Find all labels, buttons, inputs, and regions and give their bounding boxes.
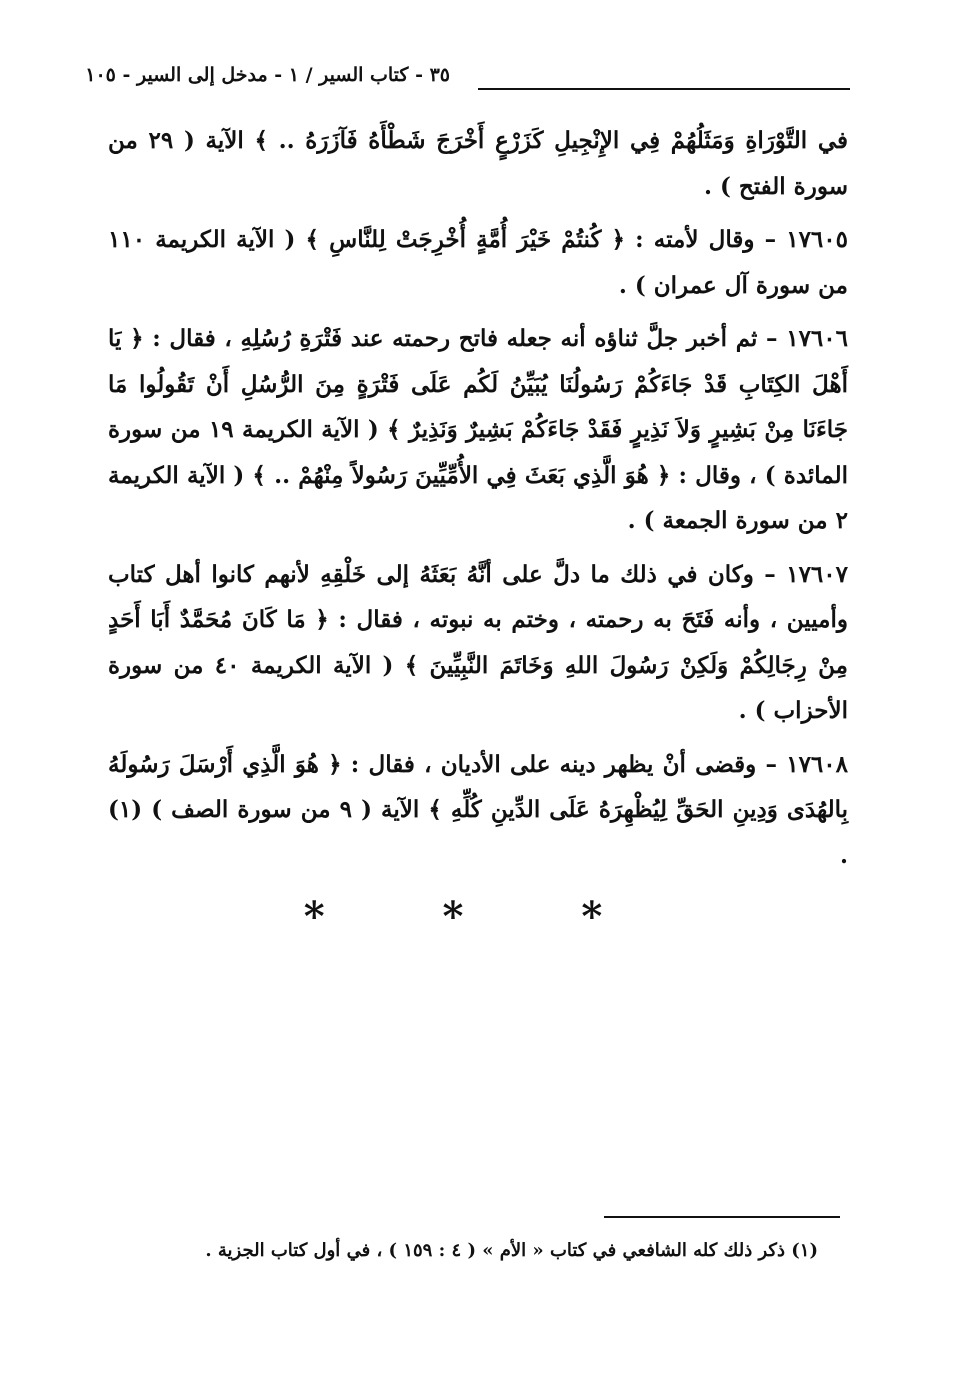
paragraph-continuation: في التَّوْرَاةِ وَمَثَلُهُمْ فِي الإِنْجِيلِ كَزَرْعٍ أَخْرَجَ شَطْأَهُ فَآزَرَهُ .. ﴾ الآية ( ٢٩ من سورة الفتح ) . xyxy=(108,127,849,200)
page-header xyxy=(85,62,850,102)
paragraph-176-05: ١٧٦٠٥ – وقال لأمته : ﴿ كُنتُمْ خَيْرَ أُمَّةٍ أُخْرِجَتْ لِلنَّاسِ ﴾ ( الآية الكريمة ١١٠ من سورة آل عمران ) . xyxy=(108,226,848,299)
running-title: ٣٥ - كتاب السير / ١ - مدخل إلى السير - ١٠٥ xyxy=(85,64,450,86)
footnote: (١) ذكر ذلك كله الشافعي في كتاب « الأم » ( ٤ : ١٥٩ ) ، في أول كتاب الجزية . xyxy=(205,1240,818,1261)
paragraph-176-08: ١٧٦٠٨ – وقضى أنْ يظهر دينه على الأديان ، فقال : ﴿ هُوَ الَّذِي أَرْسَلَ رَسُولَهُ بِالهُدَى وَدِينِ الحَقِّ لِيُظْهِرَهُ عَلَى الدِّينِ كُلِّهِ ﴾ الآية ( ٩ من سورة الصف ) (١) . xyxy=(108,750,848,869)
paragraph-176-07: ١٧٦٠٧ – وكان في ذلك ما دلَّ على أنَّهُ بَعَثَهُ إلى خَلْقِهِ لأنهم كانوا أهل كتاب وأميين ، وأنه فَتَحَ به رحمته ، وختم به نبوته ، فقال : ﴿ مَا كَانَ مُحَمَّدٌ أَبَا أَحَدٍ مِنْ رِجَالِكُمْ وَلَكِنْ رَسُولَ اللهِ وَخَاتَمَ النَّبِيِّينَ ﴾ ( الآية الكريمة ٤٠ من سورة الأحزاب ) . xyxy=(108,560,849,724)
footnote-rule xyxy=(604,1216,840,1218)
section-separator: * * * xyxy=(303,893,655,940)
header-rule xyxy=(478,88,850,90)
page-body xyxy=(108,118,848,886)
paragraph-176-06: ١٧٦٠٦ – ثم أخبر جلَّ ثناؤه أنه جعله فاتح رحمته عند فَتْرَةِ رُسُلِهِ ، فقال : ﴿ يَا أَهْلَ الكِتَابِ قَدْ جَاءَكُمْ رَسُولُنَا يُبَيِّنُ لَكُم عَلَى فَتْرَةٍ مِنَ الرُّسُلِ أَنْ تَقُولُوا مَا جَاءَنَا مِنْ بَشِيرٍ وَلاَ نَذِيرٍ فَقَدْ جَاءَكُمْ بَشِيرٌ وَنَذِيرٌ ﴾ ( الآية الكريمة ١٩ من سورة المائدة ) ، وقال : ﴿ هُوَ الَّذِي بَعَثَ فِي الأُمِّيِّينَ رَسُولاً مِنْهُمْ .. ﴾ ( الآية الكريمة ٢ من سورة الجمعة ) . xyxy=(108,325,849,534)
